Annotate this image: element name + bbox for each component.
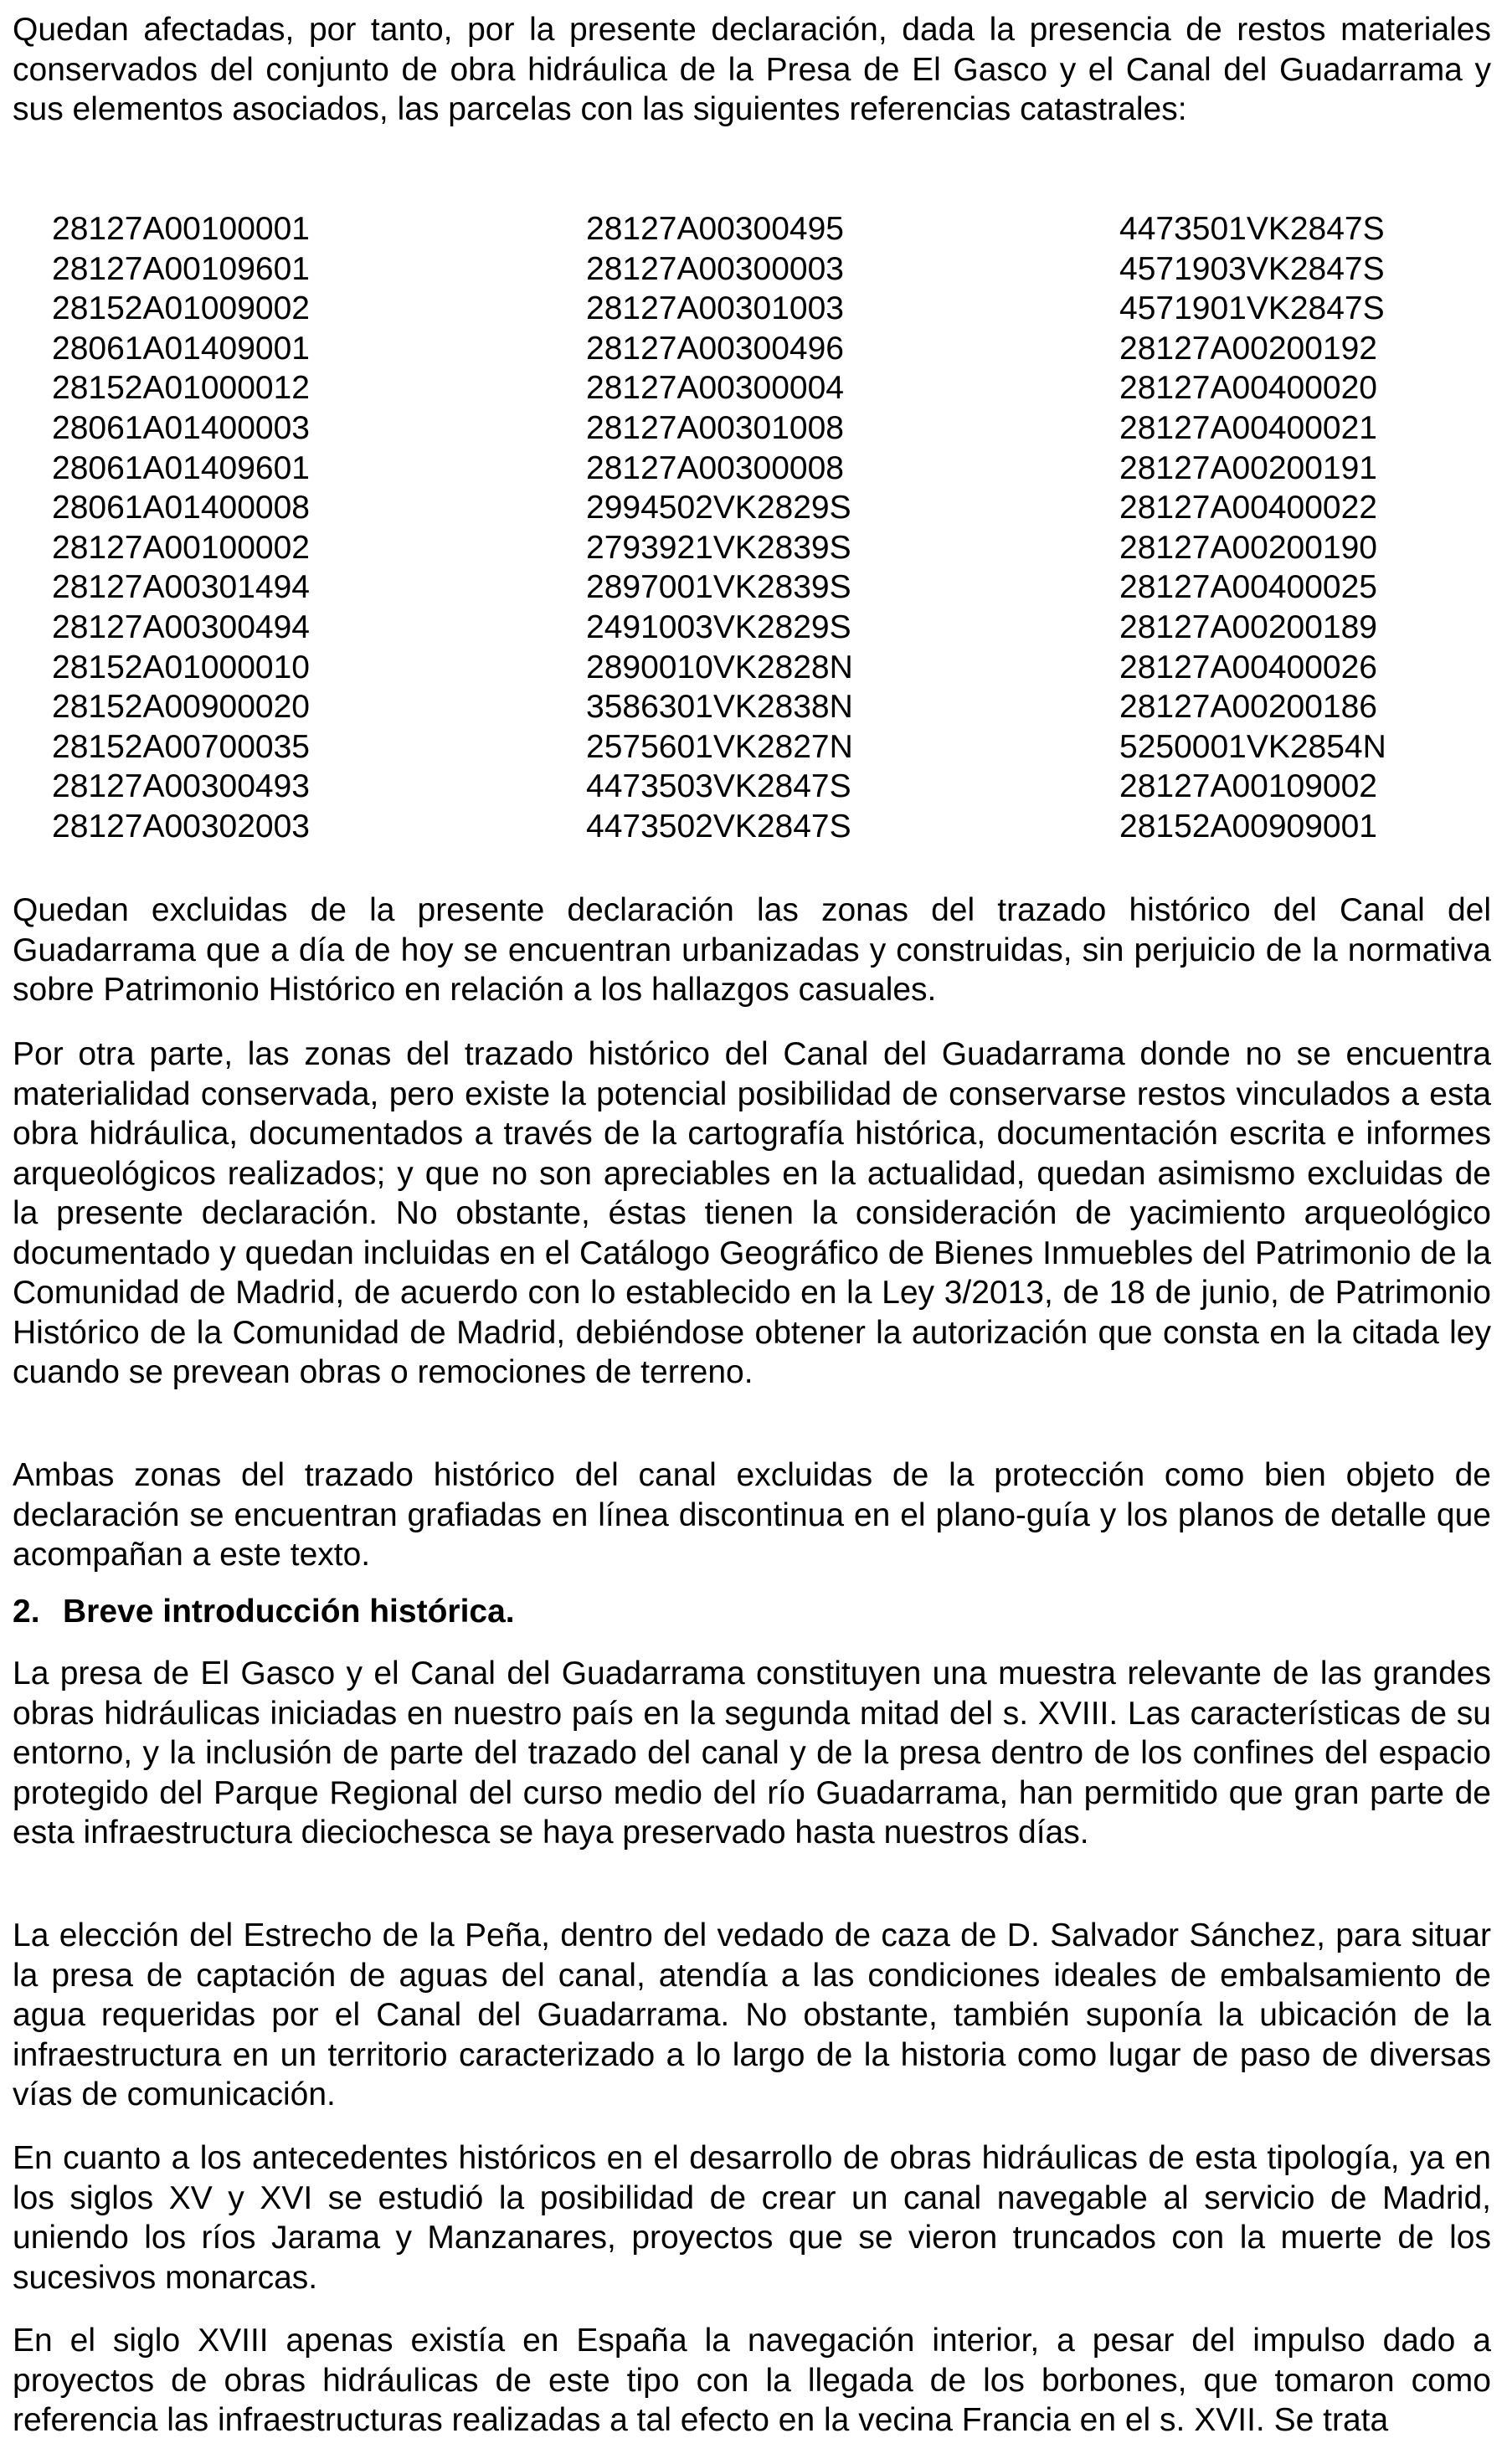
cadastral-ref: 3586301VK2838N	[586, 689, 853, 726]
cadastral-ref: 2575601VK2827N	[586, 728, 853, 765]
cadastral-column-3	[1119, 209, 1507, 847]
paragraph-affected-parcels: Quedan afectadas, por tanto, por la presente declaración, dada la presencia de restos materiales conservados del conjunto de obra hidráulica de la Presa de El Gasco y el Canal del Guadarrama y sus elementos asociados, las parcelas con las siguientes referencias catastrales:	[13, 12, 1491, 127]
cadastral-ref: 28152A01000012	[52, 370, 310, 407]
cadastral-ref: 28127A00300496	[586, 330, 844, 367]
section-title: Breve introducción histórica.	[63, 1594, 515, 1630]
section-heading	[13, 1594, 515, 1630]
cadastral-ref: 2793921VK2839S	[586, 529, 851, 566]
cadastral-ref: 2890010VK2828N	[586, 649, 853, 685]
cadastral-ref: 28152A01000010	[52, 649, 310, 685]
cadastral-ref: 4473503VK2847S	[586, 768, 851, 805]
cadastral-ref: 28127A00200190	[1119, 529, 1377, 566]
cadastral-ref: 28127A00200186	[1119, 689, 1377, 726]
cadastral-ref: 4473501VK2847S	[1119, 211, 1385, 247]
section-number: 2.	[13, 1594, 40, 1630]
cadastral-column-2	[586, 209, 1055, 847]
cadastral-ref: 4571903VK2847S	[1119, 250, 1385, 287]
paragraph-eighteenth-century: En el siglo XVIII apenas existía en España la navegación interior, a pesar del impulso dado a proyectos de obras hidráulicas de este tipo con la llegada de los borbones, que tomaron como referencia las infraestructuras realizadas a tal efecto en la vecina Francia en el s. XVII. Se trata	[13, 2323, 1491, 2438]
cadastral-ref: 28152A00700035	[52, 728, 310, 765]
cadastral-ref: 28127A00400025	[1119, 569, 1377, 606]
cadastral-ref: 28127A00400020	[1119, 370, 1377, 407]
cadastral-ref: 28127A00100002	[52, 529, 310, 566]
cadastral-ref: 2897001VK2839S	[586, 569, 851, 606]
cadastral-ref: 28127A00109002	[1119, 768, 1377, 805]
cadastral-ref: 28127A00301494	[52, 569, 310, 606]
paragraph-historical-intro: La presa de El Gasco y el Canal del Guadarrama constituyen una muestra relevante de las grandes obras hidráulicas iniciadas en nuestro país en la segunda mitad del s. XVIII. Las características de su entorno, y la inclusión de parte del trazado del canal y de la presa dentro de los confines del espacio protegido del Parque Regional del curso medio del río Guadarrama, han permitido que gran parte de esta infraestructura dieciochesca se haya preservado hasta nuestros días.	[13, 1656, 1491, 1851]
cadastral-ref: 2994502VK2829S	[586, 490, 851, 526]
cadastral-column-1	[52, 209, 521, 847]
cadastral-ref: 28127A00400026	[1119, 649, 1377, 685]
cadastral-ref: 28127A00301003	[586, 290, 844, 327]
paragraph-dashed-line-zones: Ambas zonas del trazado histórico del canal excluidas de la protección como bien objeto de declaración se encuentran grafiadas en línea discontinua en el plano-guía y los planos de detalle que acompañan a este texto.	[13, 1457, 1491, 1573]
cadastral-ref: 28127A00302003	[52, 808, 310, 844]
cadastral-ref: 28061A01409601	[52, 449, 310, 486]
cadastral-ref: 28061A01400003	[52, 409, 310, 446]
cadastral-ref: 4473502VK2847S	[586, 808, 851, 844]
cadastral-ref: 28127A00200189	[1119, 608, 1377, 645]
paragraph-historical-antecedents: En cuanto a los antecedentes históricos en el desarrollo de obras hidráulicas de esta tipología, ya en los siglos XV y XVI se estudió la posibilidad de crear un canal navegable al servicio de Madrid, uniendo los ríos Jarama y Manzanares, proyectos que se vieron truncados con la muerte de los sucesivos monarcas.	[13, 2140, 1491, 2296]
cadastral-ref: 28127A00100001	[52, 211, 310, 247]
cadastral-ref: 28127A00300003	[586, 250, 844, 287]
cadastral-ref: 28152A01009002	[52, 290, 310, 327]
cadastral-ref: 28127A00300494	[52, 608, 310, 645]
cadastral-ref: 4571901VK2847S	[1119, 290, 1385, 327]
cadastral-ref: 28152A00900020	[52, 689, 310, 726]
cadastral-ref: 28127A00109601	[52, 250, 310, 287]
paragraph-estrecho-de-la-pena: La elección del Estrecho de la Peña, dentro del vedado de caza de D. Salvador Sánchez, para situar la presa de captación de aguas del canal, atendía a las condiciones ideales de embalsamiento de agua requeridas por el Canal del Guadarrama. No obstante, también suponía la ubicación de la infraestructura en un territorio caracterizado a lo largo de la historia como lugar de paso de diversas vías de comunicación.	[13, 1917, 1491, 2112]
cadastral-ref: 28127A00301008	[586, 409, 844, 446]
cadastral-ref: 28127A00300008	[586, 449, 844, 486]
cadastral-ref: 28127A00300493	[52, 768, 310, 805]
cadastral-ref: 28127A00200191	[1119, 449, 1377, 486]
cadastral-ref: 28127A00400022	[1119, 490, 1377, 526]
cadastral-ref: 28061A01409001	[52, 330, 310, 367]
paragraph-excluded-urbanized: Quedan excluidas de la presente declaración las zonas del trazado histórico del Canal del Guadarrama que a día de hoy se encuentran urbanizadas y construidas, sin perjuicio de la normativa sobre Patrimonio Histórico en relación a los hallazgos casuales.	[13, 892, 1491, 1008]
cadastral-ref: 28061A01400008	[52, 490, 310, 526]
cadastral-ref: 28127A00200192	[1119, 330, 1377, 367]
cadastral-reference-list	[52, 209, 1475, 862]
cadastral-ref: 28127A00300004	[586, 370, 844, 407]
cadastral-ref: 2491003VK2829S	[586, 608, 851, 645]
cadastral-ref: 28127A00400021	[1119, 409, 1377, 446]
cadastral-ref: 28152A00909001	[1119, 808, 1377, 844]
cadastral-ref: 28127A00300495	[586, 211, 844, 247]
cadastral-ref: 5250001VK2854N	[1119, 728, 1386, 765]
paragraph-excluded-potential-remains: Por otra parte, las zonas del trazado histórico del Canal del Guadarrama donde no se encuentra materialidad conservada, pero existe la potencial posibilidad de conservarse restos vinculados a esta obra hidráulica, documentados a través de la cartografía histórica, documentación escrita e informes arqueológicos realizados; y que no son apreciables en la actualidad, quedan asimismo excluidas de la presente declaración. No obstante, éstas tienen la consideración de yacimiento arqueológico documentado y quedan incluidas en el Catálogo Geográfico de Bienes Inmuebles del Patrimonio de la Comunidad de Madrid, de acuerdo con lo establecido en la Ley 3/2013, de 18 de junio, de Patrimonio Histórico de la Comunidad de Madrid, debiéndose obtener la autorización que consta en la citada ley cuando se prevean obras o remociones de terreno.	[13, 1036, 1491, 1390]
